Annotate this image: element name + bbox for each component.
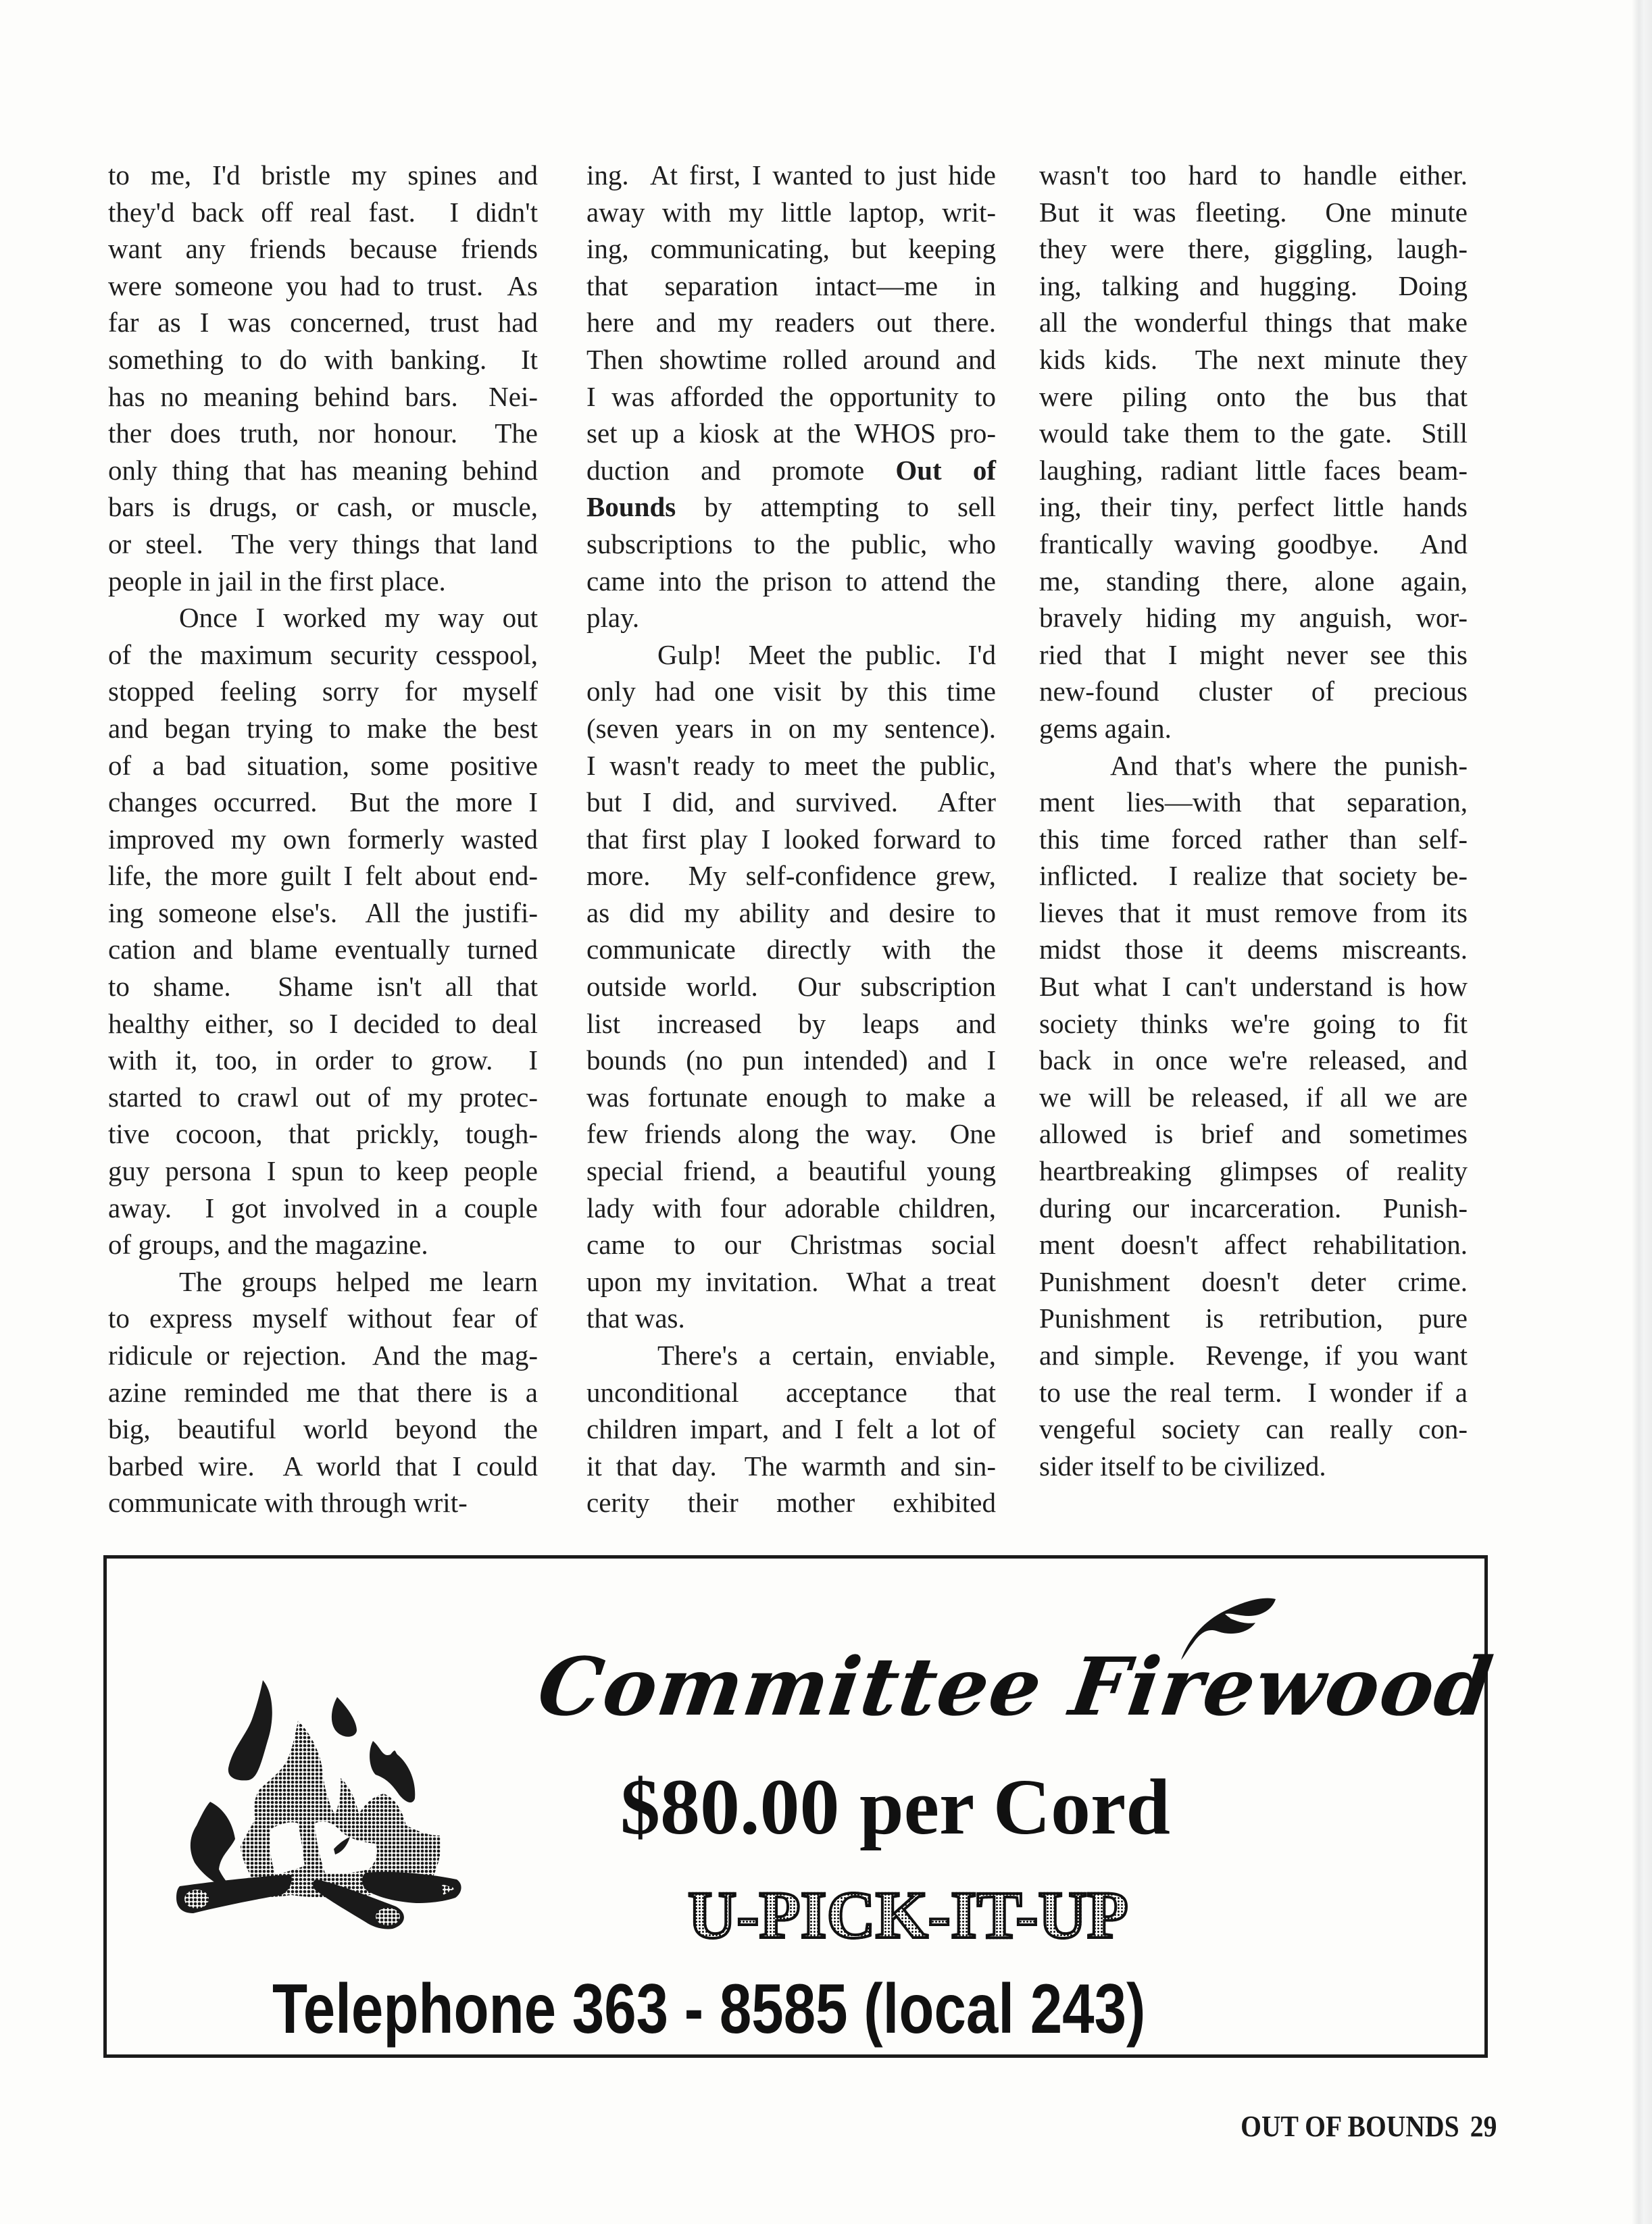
text-line <box>108 931 538 968</box>
text-run: children impart, and I felt a lot of <box>586 1413 996 1445</box>
text-run: back in once we're released, and <box>1039 1044 1468 1076</box>
text-run: me, standing there, alone again, <box>1039 565 1468 597</box>
text-run: of a bad situation, some positive <box>108 749 538 781</box>
text-line <box>1039 931 1468 968</box>
text-run: as did my ability and desire to <box>586 896 996 928</box>
text-line <box>108 563 538 600</box>
text-run: something to do with banking. It <box>108 343 538 375</box>
text-run: I was afforded the opportunity to <box>586 380 996 412</box>
text-line <box>1039 857 1468 894</box>
text-line <box>586 1263 996 1300</box>
text-run: outside world. Our subscription <box>586 971 996 1003</box>
text-line <box>586 378 996 415</box>
text-run: Gulp! Meet the public. I'd <box>657 638 996 670</box>
text-line <box>108 1300 538 1337</box>
text-run: but I did, and survived. After <box>586 786 996 818</box>
text-line <box>108 821 538 858</box>
text-run: ment lies—with that separation, <box>1039 786 1468 818</box>
text-run: only had one visit by this time <box>586 676 996 707</box>
text-run: list increased by leaps and <box>586 1007 996 1039</box>
page-number: 29 <box>1470 2110 1497 2143</box>
text-line <box>586 636 996 674</box>
text-line <box>586 931 996 968</box>
text-line <box>586 747 996 784</box>
text-line <box>1039 1411 1468 1448</box>
text-line <box>586 1005 996 1042</box>
text-line <box>108 268 538 305</box>
text-run: And that's where the punish- <box>1110 749 1468 781</box>
flame-tongue <box>191 1802 235 1891</box>
text-run: set up a kiosk at the WHOS pro- <box>586 418 996 449</box>
text-run: There's a certain, enviable, <box>657 1340 996 1371</box>
text-run: lieves that it must remove from its <box>1039 896 1468 928</box>
text-run: of the maximum security cesspool, <box>108 638 538 670</box>
text-line <box>108 784 538 821</box>
article-column-3 <box>1039 157 1468 1484</box>
text-run: during our incarceration. Punish- <box>1039 1192 1468 1223</box>
text-line <box>1039 1079 1468 1116</box>
text-run: lady with four adorable children, <box>586 1192 996 1223</box>
text-run: heartbreaking glimpses of reality <box>1039 1155 1468 1187</box>
text-line <box>586 230 996 268</box>
text-run: were someone you had to trust. As <box>108 270 538 301</box>
text-line <box>1039 415 1468 452</box>
ad-pickup-tagline: U-PICK-IT-UP <box>688 1877 1128 1952</box>
text-line <box>1039 304 1468 341</box>
text-run: to shame. Shame isn't all that <box>108 971 538 1003</box>
text-run: improved my own formerly wasted <box>108 823 538 855</box>
text-line <box>108 1190 538 1227</box>
text-run: to use the real term. I wonder if a <box>1039 1376 1468 1408</box>
text-run: laughing, radiant little faces beam- <box>1039 454 1468 486</box>
text-run: bravely hiding my anguish, wor- <box>1039 602 1468 634</box>
text-run: away with my little laptop, writ- <box>586 196 996 228</box>
text-run: by attempting to sell <box>676 491 996 523</box>
text-line <box>108 1005 538 1042</box>
text-run: bounds (no pun intended) and I <box>586 1044 996 1076</box>
text-line <box>586 1079 996 1116</box>
text-line <box>586 157 996 194</box>
text-run: allowed is brief and sometimes <box>1039 1118 1468 1150</box>
text-run: duction and promote <box>586 454 896 486</box>
text-run: ing, their tiny, perfect little hands <box>1039 491 1468 523</box>
ad-price: $80.00 per Cord <box>620 1763 1170 1851</box>
text-line <box>586 1374 996 1411</box>
text-run: sider itself to be civilized. <box>1039 1450 1326 1482</box>
text-run: cerity their mother exhibited <box>586 1487 996 1519</box>
campfire-icon <box>159 1646 484 1930</box>
text-line <box>108 1226 538 1263</box>
ad-title: Committee Firewood <box>532 1640 1499 1734</box>
text-line <box>586 1190 996 1227</box>
flame-tongue <box>332 1697 357 1737</box>
text-line <box>108 194 538 231</box>
text-run: I wasn't ready to meet the public, <box>586 749 996 781</box>
text-run: gems again. <box>1039 712 1172 744</box>
text-line <box>586 1042 996 1079</box>
text-line <box>1039 341 1468 378</box>
text-line <box>586 599 996 636</box>
text-line <box>1039 673 1468 710</box>
text-line <box>1039 488 1468 526</box>
text-run: Punishment doesn't deter crime. <box>1039 1265 1468 1297</box>
text-line <box>108 378 538 415</box>
text-line <box>586 673 996 710</box>
text-run: Punishment is retribution, pure <box>1039 1303 1468 1334</box>
text-run: healthy either, so I decided to deal <box>108 1007 538 1039</box>
text-line <box>108 857 538 894</box>
text-line <box>586 563 996 600</box>
text-run: subscriptions to the public, who <box>586 528 996 559</box>
text-run: inflicted. I realize that society be- <box>1039 860 1468 892</box>
text-run: unconditional acceptance that <box>586 1376 996 1408</box>
text-line <box>1039 968 1468 1005</box>
flame-tongue <box>228 1680 272 1780</box>
text-line <box>108 157 538 194</box>
text-run: all the wonderful things that make <box>1039 307 1468 338</box>
text-line <box>108 1448 538 1485</box>
text-run: vengeful society can really con- <box>1039 1413 1468 1445</box>
text-run: far as I was concerned, trust had <box>108 307 538 338</box>
text-run: azine reminded me that there is a <box>108 1376 538 1408</box>
text-run: The groups helped me learn <box>179 1265 538 1297</box>
text-line <box>108 415 538 452</box>
text-line <box>108 488 538 526</box>
text-line <box>108 894 538 932</box>
text-run: society thinks we're going to fit <box>1039 1007 1468 1039</box>
text-run: that first play I looked forward to <box>586 823 996 855</box>
page-edge <box>1632 0 1652 2224</box>
text-run: or steel. The very things that land <box>108 528 538 559</box>
text-run: life, the more guilt I felt about end- <box>108 860 538 892</box>
text-run: came into the prison to attend the <box>586 565 996 597</box>
text-line <box>1039 1226 1468 1263</box>
flame-tongue <box>370 1741 415 1802</box>
article-column-1 <box>108 157 538 1521</box>
text-line <box>1039 1263 1468 1300</box>
text-run: people in jail in the first place. <box>108 565 446 597</box>
text-line <box>586 341 996 378</box>
text-line <box>108 341 538 378</box>
text-run: few friends along the way. One <box>586 1118 996 1150</box>
text-line <box>108 1263 538 1300</box>
text-line <box>586 1300 996 1337</box>
text-run: ing, communicating, but keeping <box>586 233 996 265</box>
text-run: bars is drugs, or cash, or muscle, <box>108 491 538 523</box>
text-line <box>108 1115 538 1153</box>
text-line <box>586 1226 996 1263</box>
text-line <box>1039 1042 1468 1079</box>
text-line <box>108 710 538 747</box>
text-run: communicate with through writ- <box>108 1487 468 1519</box>
text-run: that was. <box>586 1303 685 1334</box>
text-line <box>108 230 538 268</box>
text-line <box>1039 1300 1468 1337</box>
text-run: this time forced rather than self- <box>1039 823 1468 855</box>
text-run: it that day. The warmth and sin- <box>586 1450 996 1482</box>
text-line <box>586 1411 996 1448</box>
text-run: upon my invitation. What a treat <box>586 1265 996 1297</box>
text-run: here and my readers out there. <box>586 307 996 338</box>
text-line <box>108 599 538 636</box>
text-run: that separation intact—me in <box>586 270 996 301</box>
text-line <box>1039 194 1468 231</box>
text-run: and simple. Revenge, if you want <box>1039 1340 1468 1371</box>
text-line <box>586 710 996 747</box>
text-run: changes occurred. But the more I <box>108 786 538 818</box>
text-run: they were there, giggling, laugh- <box>1039 233 1468 265</box>
text-run: kids kids. The next minute they <box>1039 343 1468 375</box>
text-line <box>1039 452 1468 489</box>
text-run: of groups, and the magazine. <box>108 1229 428 1261</box>
text-line <box>108 526 538 563</box>
text-run: ing someone else's. All the justifi- <box>108 896 538 928</box>
text-line <box>1039 784 1468 821</box>
text-run: ing. At first, I wanted to just hide <box>586 159 996 191</box>
text-line <box>108 968 538 1005</box>
text-line <box>1039 1153 1468 1190</box>
text-line <box>108 673 538 710</box>
text-line <box>586 1337 996 1374</box>
text-line <box>586 1484 996 1521</box>
text-run: they'd back off real fast. I didn't <box>108 196 538 228</box>
text-run: new-found cluster of precious <box>1039 676 1468 707</box>
text-run: barbed wire. A world that I could <box>108 1450 538 1482</box>
text-line <box>586 894 996 932</box>
text-run: started to crawl out of my protec- <box>108 1081 538 1113</box>
text-run: would take them to the gate. Still <box>1039 418 1468 449</box>
text-line <box>108 1374 538 1411</box>
text-line <box>108 1484 538 1521</box>
text-line <box>586 821 996 858</box>
text-line <box>586 194 996 231</box>
text-line <box>586 1115 996 1153</box>
ad-phone-number: Telephone 363 - 8585 (local 243) <box>272 1970 1146 2048</box>
text-run: special friend, a beautiful young <box>586 1155 996 1187</box>
text-run: guy persona I spun to keep people <box>108 1155 538 1187</box>
text-line <box>1039 526 1468 563</box>
text-line <box>1039 1374 1468 1411</box>
text-line <box>1039 747 1468 784</box>
text-run: But it was fleeting. One minute <box>1039 196 1468 228</box>
text-line <box>586 415 996 452</box>
text-run: came to our Christmas social <box>586 1229 996 1261</box>
text-run: only thing that has meaning behind <box>108 454 538 486</box>
text-line <box>108 1153 538 1190</box>
text-run: communicate directly with the <box>586 934 996 965</box>
text-run: midst those it deems miscreants. <box>1039 934 1468 965</box>
text-run: ried that I might never see this <box>1039 638 1468 670</box>
text-line <box>586 784 996 821</box>
text-run: stopped feeling sorry for myself <box>108 676 538 707</box>
text-line <box>108 1042 538 1079</box>
text-line <box>108 747 538 784</box>
text-run: But what I can't understand is how <box>1039 971 1468 1003</box>
text-run: frantically waving goodbye. And <box>1039 528 1468 559</box>
text-line <box>108 1337 538 1374</box>
text-run: play. <box>586 602 640 634</box>
page-footer <box>1241 2109 1497 2144</box>
article-column-2 <box>586 157 996 1521</box>
text-run: ing, talking and hugging. Doing <box>1039 270 1468 301</box>
text-run: has no meaning behind bars. Nei- <box>108 380 538 412</box>
text-line <box>1039 1005 1468 1042</box>
text-run: to me, I'd bristle my spines and <box>108 159 538 191</box>
text-run: ment doesn't affect rehabilitation. <box>1039 1229 1468 1261</box>
text-line <box>1039 710 1468 747</box>
text-line <box>1039 1190 1468 1227</box>
text-run: with it, too, in order to grow. I <box>108 1044 538 1076</box>
text-run: big, beautiful world beyond the <box>108 1413 538 1445</box>
text-run: we will be released, if all we are <box>1039 1081 1468 1113</box>
text-line <box>586 1153 996 1190</box>
text-run: (seven years in on my sentence). <box>586 712 996 744</box>
text-line <box>1039 268 1468 305</box>
text-run: Then showtime rolled around and <box>586 343 996 375</box>
text-line <box>108 452 538 489</box>
publication-name: OUT OF BOUNDS <box>1240 2110 1459 2143</box>
text-run: was fortunate enough to make a <box>586 1081 996 1113</box>
text-run: cation and blame eventually turned <box>108 934 538 965</box>
text-line <box>1039 636 1468 674</box>
text-line <box>1039 599 1468 636</box>
text-line <box>1039 378 1468 415</box>
text-line <box>586 526 996 563</box>
text-run: more. My self-confidence grew, <box>586 860 996 892</box>
text-line <box>1039 1448 1468 1485</box>
bold-title-text: Bounds <box>586 491 676 523</box>
text-run: Once I worked my way out <box>179 602 538 634</box>
text-line <box>108 1079 538 1116</box>
text-line <box>108 636 538 674</box>
text-line <box>1039 821 1468 858</box>
text-line <box>1039 230 1468 268</box>
text-run: wasn't too hard to handle either. <box>1039 159 1468 191</box>
text-line <box>1039 563 1468 600</box>
text-run: ther does truth, nor honour. The <box>108 418 538 449</box>
text-line <box>586 304 996 341</box>
text-run: away. I got involved in a couple <box>108 1192 538 1223</box>
text-line <box>586 452 996 489</box>
text-line <box>586 268 996 305</box>
text-line <box>586 488 996 526</box>
text-line <box>586 1448 996 1485</box>
text-run: were piling onto the bus that <box>1039 380 1468 412</box>
text-run: tive cocoon, that prickly, tough- <box>108 1118 538 1150</box>
text-line <box>1039 157 1468 194</box>
text-line <box>586 857 996 894</box>
text-run: to express myself without fear of <box>108 1303 538 1334</box>
text-run: want any friends because friends <box>108 233 538 265</box>
text-line <box>108 304 538 341</box>
text-run: and began trying to make the best <box>108 712 538 744</box>
text-line <box>108 1411 538 1448</box>
text-line <box>1039 1337 1468 1374</box>
firewood-advertisement <box>103 1555 1499 2058</box>
text-run: ridicule or rejection. And the mag- <box>108 1340 538 1371</box>
text-line <box>1039 894 1468 932</box>
text-line <box>1039 1115 1468 1153</box>
bold-title-text: Out of <box>895 454 996 486</box>
text-line <box>586 968 996 1005</box>
